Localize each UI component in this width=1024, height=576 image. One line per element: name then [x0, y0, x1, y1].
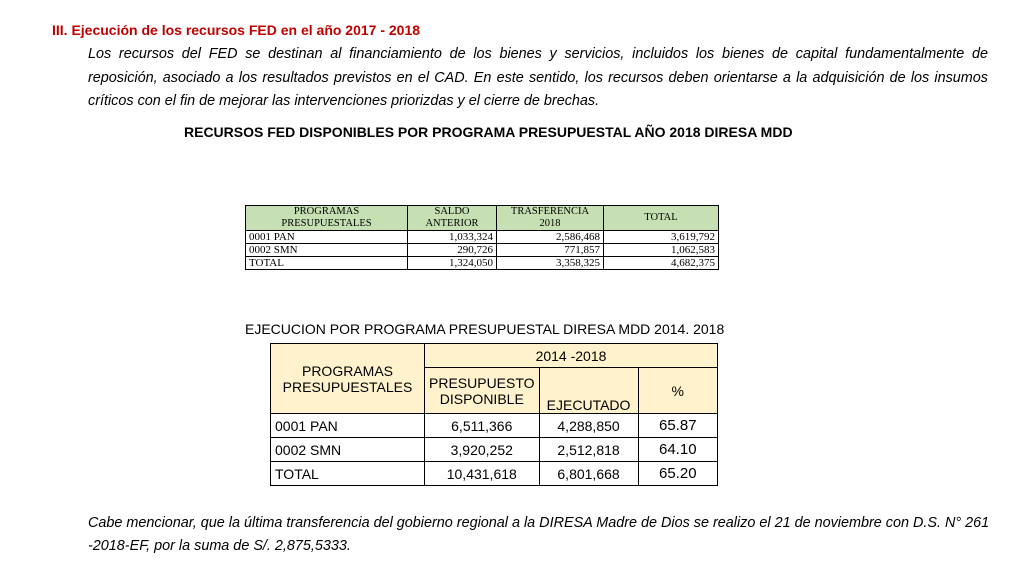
table2-cell: TOTAL [271, 462, 425, 486]
table2-header: PROGRAMAS PRESUPUESTALES [271, 344, 425, 414]
table2-group-header: 2014 -2018 [425, 344, 718, 368]
table2-cell: 6,511,366 [425, 414, 540, 438]
table2-cell: 0001 PAN [271, 414, 425, 438]
ejecucion-table [270, 343, 718, 486]
table1-title: RECURSOS FED DISPONIBLES POR PROGRAMA PRESUPUESTAL AÑO 2018 DIRESA MDD [184, 124, 793, 140]
table2-cell: 4,288,850 [539, 414, 638, 438]
table1-cell: 3,358,325 [497, 257, 604, 270]
table1-header: SALDO ANTERIOR [408, 206, 497, 231]
table1-cell: 1,062,583 [604, 244, 719, 257]
table2-cell: 0002 SMN [271, 438, 425, 462]
intro-paragraph: Los recursos del FED se destinan al financiamiento de los bienes y servicios, incluidos los bienes de capital fundamentalmente de reposición, asociado a los resultados previstos en el CAD. En este sentido, los recursos deben orientarse a la adquisición de los insumos críticos con el fin de mejorar las intervenciones priorizdas y el cierre de brechas. [88, 46, 988, 109]
table2-header: PRESUPUESTO DISPONIBLE [425, 368, 540, 414]
table2-cell: 65.20 [638, 462, 717, 486]
table2-cell: 6,801,668 [539, 462, 638, 486]
table2-cell: 2,512,818 [539, 438, 638, 462]
table1-header: TRASFERENCIA 2018 [497, 206, 604, 231]
table2-cell: 64.10 [638, 438, 717, 462]
table2-cell: 65.87 [638, 414, 717, 438]
table-row [271, 462, 718, 486]
table1-cell: 0002 SMN [246, 244, 408, 257]
table1-cell: 1,324,050 [408, 257, 497, 270]
table1-cell: 771,857 [497, 244, 604, 257]
table1-cell: 2,586,468 [497, 231, 604, 244]
table2-header: EJECUTADO [539, 368, 638, 414]
table2-cell: 3,920,252 [425, 438, 540, 462]
table1-header: TOTAL [604, 206, 719, 231]
table-row [246, 257, 719, 270]
table2-header: % [638, 368, 717, 414]
recursos-table [245, 205, 719, 270]
footer-note: Cabe mencionar, que la última transferencia del gobierno regional a la DIRESA Madre de Dios se realizo el 21 de noviembre con D.S. N° 261 -2018-EF, por la suma de S/. 2,875,5333. [88, 515, 990, 554]
section-heading: III. Ejecución de los recursos FED en el año 2017 - 2018 [52, 22, 421, 38]
table1-cell: 0001 PAN [246, 231, 408, 244]
table1-cell: 4,682,375 [604, 257, 719, 270]
table2-title: EJECUCION POR PROGRAMA PRESUPUESTAL DIRESA MDD 2014. 2018 [245, 321, 725, 337]
table-row [246, 231, 719, 244]
table2-cell: 10,431,618 [425, 462, 540, 486]
table1-cell: 1,033,324 [408, 231, 497, 244]
table1-cell: TOTAL [246, 257, 408, 270]
table1-header: PROGRAMAS PRESUPUESTALES [246, 206, 408, 231]
table1-cell: 290,726 [408, 244, 497, 257]
table-row [271, 414, 718, 438]
table-row [246, 244, 719, 257]
table1-cell: 3,619,792 [604, 231, 719, 244]
table-row [271, 438, 718, 462]
